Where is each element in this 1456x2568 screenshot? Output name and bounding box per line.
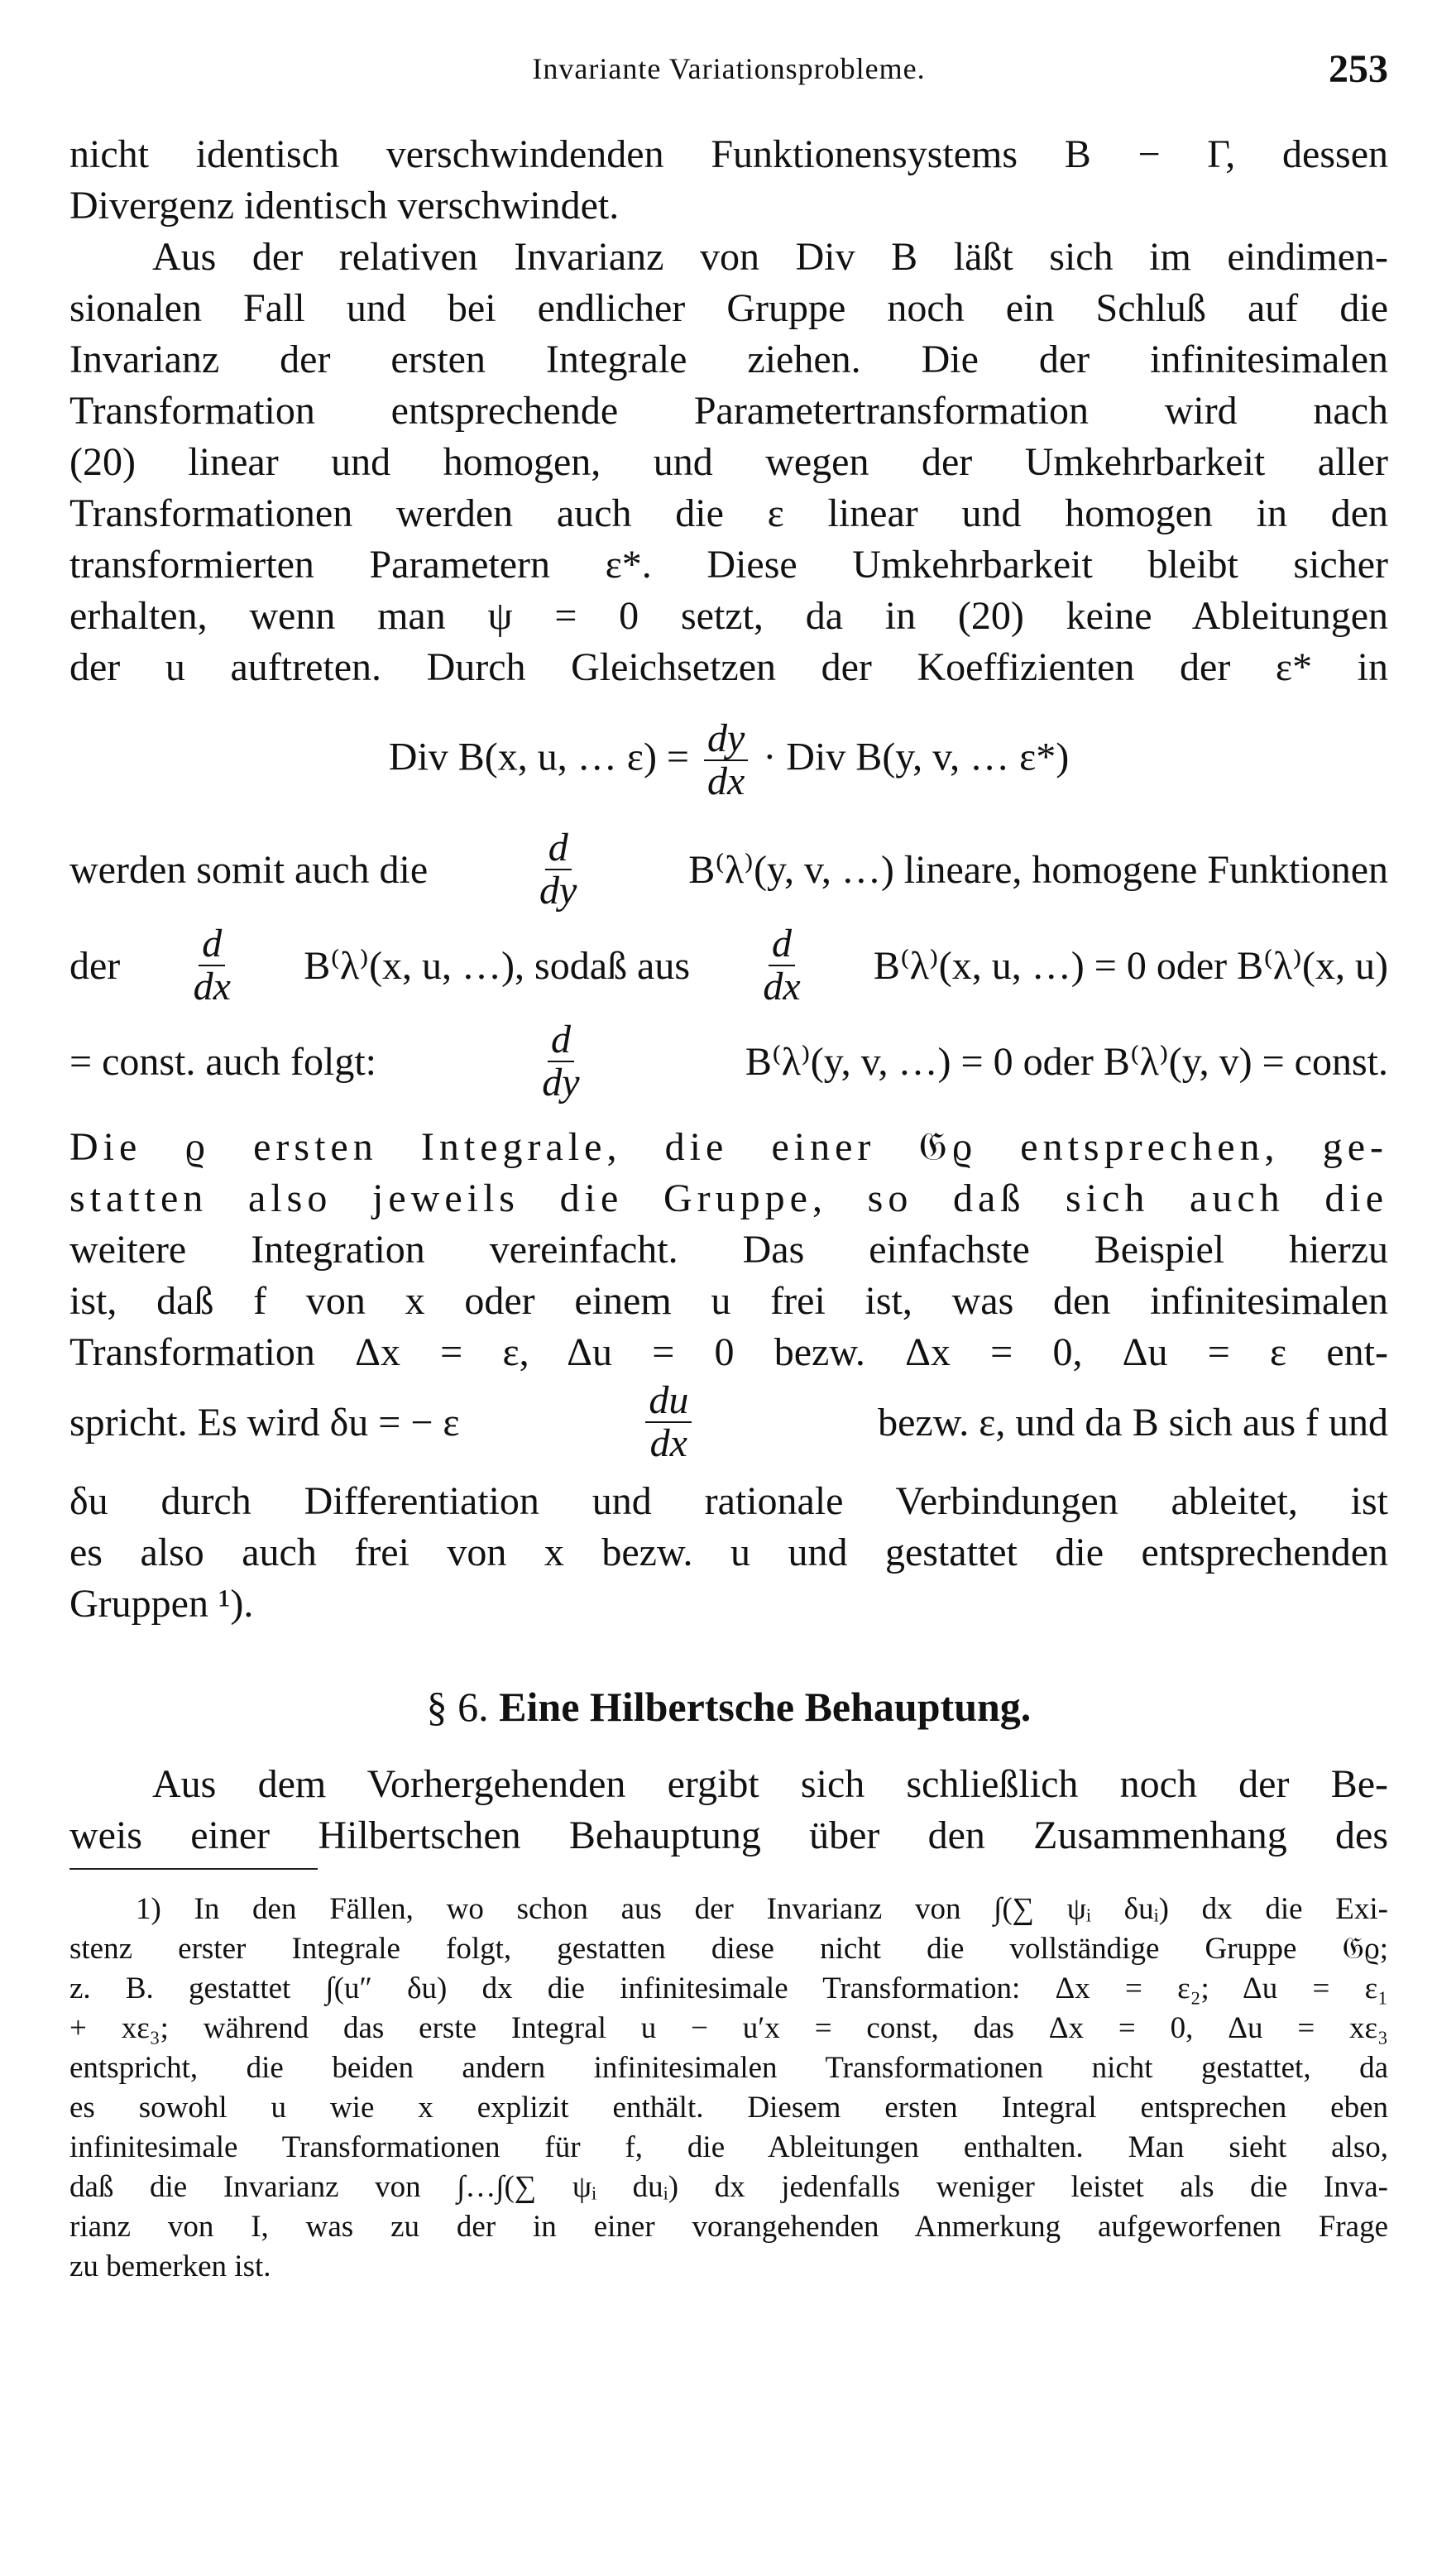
- fraction: [542, 1019, 579, 1104]
- section-title: Eine Hilbertsche Behauptung.: [499, 1684, 1032, 1730]
- text-fragment: spricht. Es wird δu = − ε: [69, 1400, 460, 1444]
- text-line: es also auch frei von x bezw. u und gestattet die entsprechenden: [69, 1531, 1388, 1574]
- equation-line: [69, 1380, 1388, 1465]
- footnote-line: + xε₃; während das erste Integral u − u′x = const, das Δx = 0, Δu = xε₃: [69, 2011, 1388, 2045]
- footnote-line: entspricht, die beiden andern infinitesimalen Transformationen nicht gestattet, da: [69, 2051, 1388, 2085]
- text-fragment: B⁽λ⁾(y, v, …) = 0 oder B⁽λ⁾(y, v) = const.: [745, 1040, 1388, 1085]
- running-title: Invariante Variationsprobleme.: [532, 52, 926, 85]
- footnote-line: 1) In den Fällen, wo schon aus der Invarianz von ∫(∑ ψᵢ δuᵢ) dx die Exi-: [136, 1892, 1388, 1926]
- running-header: [69, 46, 1388, 96]
- footnote-line: zu bemerken ist.: [69, 2249, 271, 2283]
- section-number: § 6.: [426, 1684, 489, 1730]
- text-line: sionalen Fall und bei endlicher Gruppe noch ein Schluß auf die: [69, 286, 1388, 330]
- text-line: weis einer Hilbertschen Behauptung über den Zusammenhang des: [69, 1813, 1388, 1857]
- fraction: [194, 923, 231, 1009]
- text-line: ist, daß f von x oder einem u frei ist, was den infinitesimalen: [69, 1279, 1388, 1323]
- footnote-line: infinitesimale Transformationen für f, die Ableitungen enthalten. Man sieht also,: [69, 2130, 1388, 2164]
- text-line: Gruppen ¹).: [69, 1582, 254, 1626]
- fraction-numerator: dy: [704, 718, 748, 761]
- text-fragment: = const. auch folgt:: [69, 1039, 376, 1084]
- section-heading: [69, 1683, 1388, 1731]
- fraction-numerator: d: [199, 923, 225, 966]
- equation-right: · Div B(y, v, … ε*): [763, 735, 1070, 779]
- fraction-denominator: dx: [649, 1421, 687, 1466]
- fraction: [645, 1380, 692, 1465]
- text-line: der u auftreten. Durch Gleichsetzen der Koeffizienten der ε* in: [69, 645, 1388, 689]
- fraction: [704, 718, 748, 803]
- text-line: nicht identisch verschwindenden Funktionensystems B − Γ, dessen: [69, 132, 1388, 176]
- text-line: Transformationen werden auch die ε linear und homogen in den: [69, 491, 1388, 535]
- fraction-denominator: dx: [193, 965, 231, 1009]
- text-line: Invarianz der ersten Integrale ziehen. Die der infinitesimalen: [69, 338, 1388, 381]
- fraction: [539, 827, 577, 913]
- page-number: 253: [1329, 47, 1388, 91]
- text-fragment: B⁽λ⁾(x, u, …), sodaß aus: [304, 944, 691, 989]
- equation-line: [69, 923, 1388, 1009]
- footnote-rule: [69, 1868, 318, 1870]
- equation-left: Div B(x, u, … ε) =: [388, 735, 689, 779]
- equation-line: [69, 1019, 1388, 1104]
- fraction-denominator: dy: [539, 869, 577, 913]
- text-line: (20) linear und homogen, und wegen der Umkehrbarkeit aller: [69, 440, 1388, 484]
- fraction-numerator: du: [645, 1380, 692, 1423]
- text-line: transformierten Parametern ε*. Diese Umkehrbarkeit bleibt sicher: [69, 543, 1388, 587]
- fraction-denominator: dx: [707, 759, 745, 804]
- fraction-numerator: d: [769, 923, 795, 966]
- text-line: statten also jeweils die Gruppe, so daß sich auch die: [69, 1176, 1388, 1220]
- text-fragment: der: [69, 943, 121, 988]
- text-fragment: bezw. ε, und da B sich aus f und: [878, 1400, 1388, 1444]
- text-line: weitere Integration vereinfacht. Das einfachste Beispiel hierzu: [69, 1228, 1388, 1272]
- fraction-denominator: dy: [542, 1061, 580, 1105]
- text-line: δu durch Differentiation und rationale Verbindungen ableitet, ist: [69, 1479, 1388, 1523]
- footnote-line: rianz von I, was zu der in einer vorangehenden Anmerkung aufgeworfenen Frage: [69, 2210, 1388, 2244]
- text-line: Aus der relativen Invarianz von Div B läßt sich im eindimen-: [152, 235, 1388, 279]
- text-fragment: B⁽λ⁾(y, v, …) lineare, homogene Funktionen: [688, 848, 1388, 893]
- text-line: Die ϱ ersten Integrale, die einer 𝔊ϱ entsprechen, ge-: [69, 1125, 1388, 1169]
- text-line: Divergenz identisch verschwindet.: [69, 184, 620, 228]
- text-line: Transformation entsprechende Parametertransformation wird nach: [69, 389, 1388, 433]
- footnote-line: es sowohl u wie x explizit enthält. Diesem ersten Integral entsprechen eben: [69, 2091, 1388, 2125]
- footnote-line: z. B. gestattet ∫(u″ δu) dx die infinitesimale Transformation: Δx = ε₂; Δu = ε₁: [69, 1972, 1388, 2005]
- footnote-line: stenz erster Integrale folgt, gestatten diese nicht die vollständige Gruppe 𝔊ϱ;: [69, 1932, 1388, 1966]
- text-line: erhalten, wenn man ψ = 0 setzt, da in (20) keine Ableitungen: [69, 594, 1388, 638]
- fraction-numerator: d: [545, 827, 572, 870]
- fraction-numerator: d: [548, 1019, 574, 1062]
- text-fragment: werden somit auch die: [69, 847, 429, 892]
- fraction-denominator: dx: [763, 965, 801, 1009]
- text-line: Transformation Δx = ε, Δu = 0 bezw. Δx = 0, Δu = ε ent-: [69, 1330, 1388, 1374]
- text-fragment: B⁽λ⁾(x, u, …) = 0 oder B⁽λ⁾(x, u): [873, 944, 1388, 989]
- equation-line: [69, 827, 1388, 913]
- footnote-line: daß die Invarianz von ∫…∫(∑ ψᵢ duᵢ) dx jedenfalls weniger leistet als die Inva-: [69, 2170, 1388, 2204]
- fraction: [763, 923, 800, 1009]
- display-equation: [69, 718, 1388, 803]
- text-line: Aus dem Vorhergehenden ergibt sich schließlich noch der Be-: [152, 1762, 1388, 1806]
